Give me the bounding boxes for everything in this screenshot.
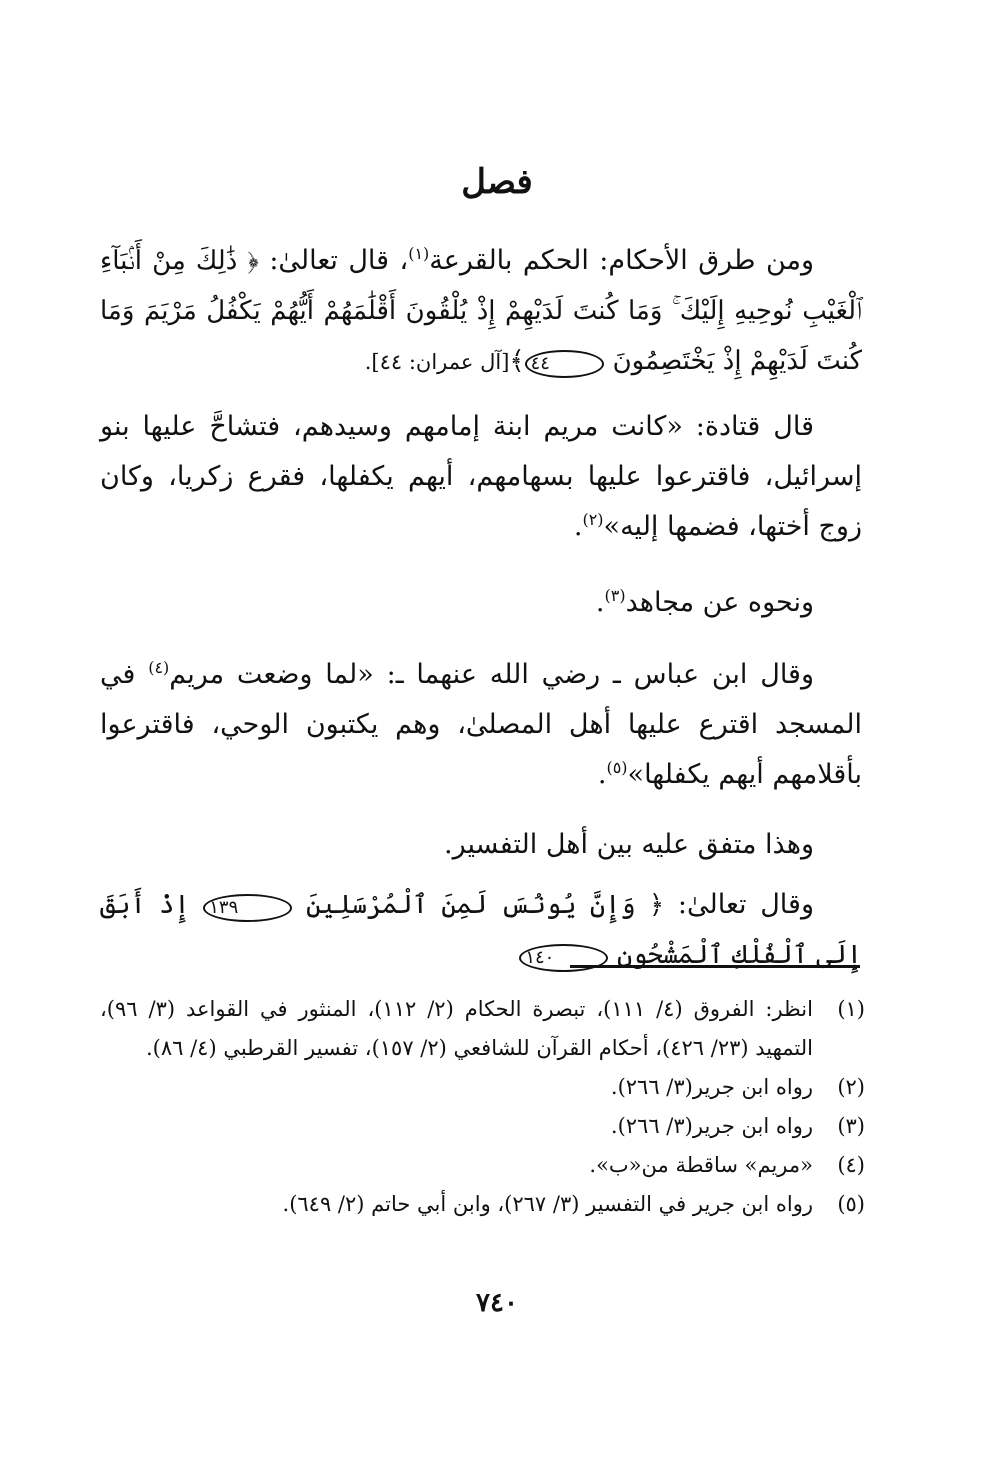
ayah-number-mark: ٤٤ [525,350,604,378]
paragraph-text: قال قتادة: «كانت مريم ابنة إمامهم وسيدهم، فتشاحَّ عليها بنو إسرائيل، فاقترعوا عليها بسهامهم، أيهم يكفلها، فقرع زكريا، وكان زوج أختها، فضمها إليه» [100,411,862,542]
paragraph-end: . [573,511,583,542]
footnote-ref[interactable]: (٢) [582,510,604,529]
quran-verse: ﴿ وَإِنَّ يُونُسَ لَمِنَ ٱلْمُرْسَلِينَ [305,890,665,920]
paragraph-text: في المسجد اقترع عليها أهل المصلىٰ، وهم يكتبون الوحي، فاقترعوا بأقلامهم أيهم يكفلها» [100,659,862,790]
paragraph-text: ومن طرق الأحكام: الحكم بالقرعة [429,245,815,276]
footnote-item [100,1068,865,1107]
footnote-divider [570,965,860,968]
ayah-number-mark: ١٤٠ [519,944,608,972]
footnote-item [100,990,865,1068]
paragraph-consensus [100,820,862,870]
paragraph-end: . [597,759,607,790]
footnote-text: انظر: الفروق (٤/ ١١١)، تبصرة الحكام (٢/ ١١٢)، المنثور في القواعد (٣/ ٩٦)، التمهيد (٢٣/ ٤٢٦)، أحكام القرآن للشافعي (٢/ ١٥٧)، تفسير القرطبي (٤/ ٨٦). [100,997,813,1060]
paragraph-text: وقال تعالىٰ: [664,889,814,920]
footnote-ref[interactable]: (٥) [606,758,628,777]
footnote-number: (١) [837,997,865,1021]
paragraph-text: وقال ابن عباس ـ رضي الله عنهما ـ: «لما وضعت مريم [169,659,814,690]
footnote-item [100,1185,865,1224]
quran-verse: إِذْ أَبَقَ إِلَى ٱلْفُلْكِ ٱلْمَشْحُونِ [100,890,862,970]
paragraph-text: ونحوه عن مجاهد [625,587,814,618]
footnote-text: «مريم» ساقطة من«ب». [589,1153,813,1177]
quran-bracket: ﴾ [509,346,525,376]
footnote-text: رواه ابن جرير في التفسير (٣/ ٢٦٧)، وابن أبي حاتم (٢/ ٦٤٩). [282,1192,813,1216]
paragraph-ibn-abbas [100,650,862,800]
paragraph-text: ، قال تعالىٰ: [258,245,409,276]
footnotes-list [100,990,865,1224]
footnote-ref[interactable]: (٣) [604,586,626,605]
paragraph-mujahid [100,578,862,628]
footnote-ref[interactable]: (٤) [148,658,170,677]
paragraph-qurah [100,236,862,387]
section-heading: فصل [461,162,533,202]
footnote-number: (٥) [837,1192,865,1216]
footnote-number: (٤) [837,1153,865,1177]
quran-verse: ﴿ ذَٰلِكَ مِنْ أَنۢبَآءِ ٱلْغَيْبِ نُوحِيهِ إِلَيْكَ ۚ وَمَا كُنتَ لَدَيْهِمْ إِذْ يُلْقُونَ أَقْلَٰمَهُمْ أَيُّهُمْ يَكْفُلُ مَرْيَمَ وَمَا كُنتَ لَدَيْهِمْ إِذْ يَخْتَصِمُونَ [100,246,862,376]
paragraph-qatada [100,402,862,552]
footnote-number: (٣) [837,1114,865,1138]
paragraph-text: وهذا متفق عليه بين أهل التفسير. [444,829,814,860]
page-number: ٧٤٠ [476,1288,518,1318]
footnote-text: رواه ابن جرير(٣/ ٢٦٦). [610,1114,813,1138]
ayah-number-mark: ١٣٩ [203,894,292,922]
footnote-ref[interactable]: (١) [408,244,430,263]
paragraph-end: . [595,587,605,618]
surah-reference: [آل عمران: ٤٤]. [364,350,510,374]
footnote-number: (٢) [837,1075,865,1099]
footnote-item [100,1146,865,1185]
footnote-text: رواه ابن جرير(٣/ ٢٦٦). [610,1075,813,1099]
footnote-item [100,1107,865,1146]
